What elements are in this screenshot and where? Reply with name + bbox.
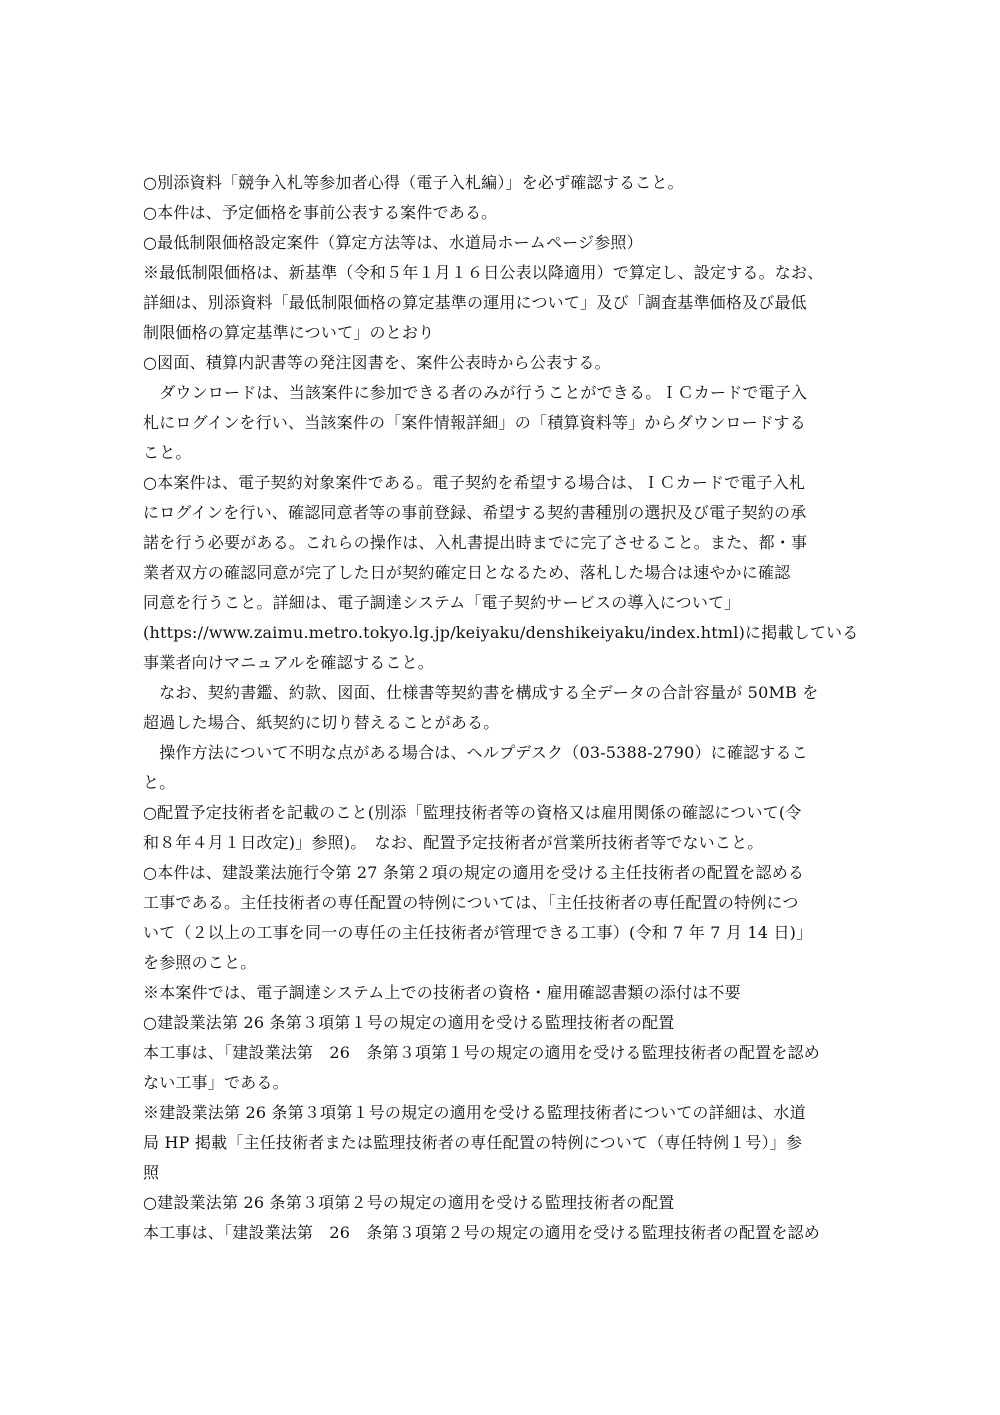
- text-line: ※最低制限価格は、新基準（令和５年１月１６日公表以降適用）で算定し、設定する。なお、: [143, 263, 824, 282]
- text-line: ○本件は、予定価格を事前公表する案件である。: [143, 203, 498, 222]
- text-line: 事業者向けマニュアルを確認すること。: [143, 653, 434, 672]
- text-line: こと。: [143, 443, 192, 462]
- text-line: ○図面、積算内訳書等の発注図書を、案件公表時から公表する。: [143, 353, 611, 372]
- text-line: ○別添資料「競争入札等参加者心得（電子入札編）」を必ず確認すること。: [143, 173, 684, 192]
- text-line: ○建設業法第 26 条第３項第２号の規定の適用を受ける監理技術者の配置: [143, 1193, 675, 1212]
- text-line: ダウンロードは、当該案件に参加できる者のみが行うことができる。ＩＣカードで電子入: [143, 383, 808, 402]
- text-line: と。: [143, 773, 176, 792]
- text-line: ※本案件では、電子調達システム上での技術者の資格・雇用確認書類の添付は不要: [143, 983, 741, 1002]
- text-line: 札にログインを行い、当該案件の「案件情報詳細」の「積算資料等」からダウンロードする: [143, 413, 806, 432]
- text-line: 業者双方の確認同意が完了した日が契約確定日となるため、落札した場合は速やかに確認: [143, 563, 791, 582]
- text-line: 本工事は、「建設業法第 26 条第３項第１号の規定の適用を受ける監理技術者の配置を認め: [143, 1043, 820, 1062]
- text-line: ない工事」である。: [143, 1073, 289, 1092]
- text-line: ○本件は、建設業法施行令第 27 条第２項の規定の適用を受ける主任技術者の配置を認める: [143, 863, 805, 882]
- text-line: 制限価格の算定基準について」のとおり: [143, 323, 435, 342]
- text-line: 局 HP 掲載「主任技術者または監理技術者の専任配置の特例について（専任特例１号）」参: [143, 1133, 803, 1152]
- text-line: ○建設業法第 26 条第３項第１号の規定の適用を受ける監理技術者の配置: [143, 1013, 675, 1032]
- text-line: なお、契約書鑑、約款、図面、仕様書等契約書を構成する全データの合計容量が 50MB を: [143, 683, 819, 702]
- text-line: いて（２以上の工事を同一の専任の主任技術者が管理できる工事）(令和 7 年 7 月 14 日)」: [143, 923, 813, 942]
- url-line: (https://www.zaimu.metro.tokyo.lg.jp/keiyaku/denshikeiyaku/index.html)に掲載している: [143, 623, 859, 642]
- text-line: 本工事は、「建設業法第 26 条第３項第２号の規定の適用を受ける監理技術者の配置を認め: [143, 1223, 820, 1242]
- text-line: 照: [143, 1163, 160, 1182]
- text-line: 操作方法について不明な点がある場合は、ヘルプデスク（03-5388-2790）に確認するこ: [143, 743, 808, 762]
- text-line: ※建設業法第 26 条第３項第１号の規定の適用を受ける監理技術者についての詳細は、水道: [143, 1103, 806, 1122]
- text-line: 同意を行うこと。詳細は、電子調達システム「電子契約サービスの導入について」: [143, 593, 741, 612]
- text-line: 超過した場合、紙契約に切り替えることがある。: [143, 713, 500, 732]
- text-line: ○配置予定技術者を記載のこと(別添「監理技術者等の資格又は雇用関係の確認について(令: [143, 803, 802, 822]
- text-line: 諾を行う必要がある。これらの操作は、入札書提出時までに完了させること。また、都・事: [143, 533, 808, 552]
- text-line: 和８年４月１日改定)」参照)。 なお、配置予定技術者が営業所技術者等でないこと。: [143, 833, 764, 852]
- text-line: 工事である。主任技術者の専任配置の特例については、「主任技術者の専任配置の特例につ: [143, 893, 799, 912]
- text-line: ○本案件は、電子契約対象案件である。電子契約を希望する場合は、ＩＣカードで電子入札: [143, 473, 806, 492]
- text-line: ○最低制限価格設定案件（算定方法等は、水道局ホームページ参照）: [143, 233, 643, 252]
- text-line: 詳細は、別添資料「最低制限価格の算定基準の運用について」及び「調査基準価格及び最低: [143, 293, 807, 312]
- text-line: にログインを行い、確認同意者等の事前登録、希望する契約書種別の選択及び電子契約の承: [143, 503, 807, 522]
- text-line: を参照のこと。: [143, 953, 257, 972]
- document-body: [143, 168, 863, 1248]
